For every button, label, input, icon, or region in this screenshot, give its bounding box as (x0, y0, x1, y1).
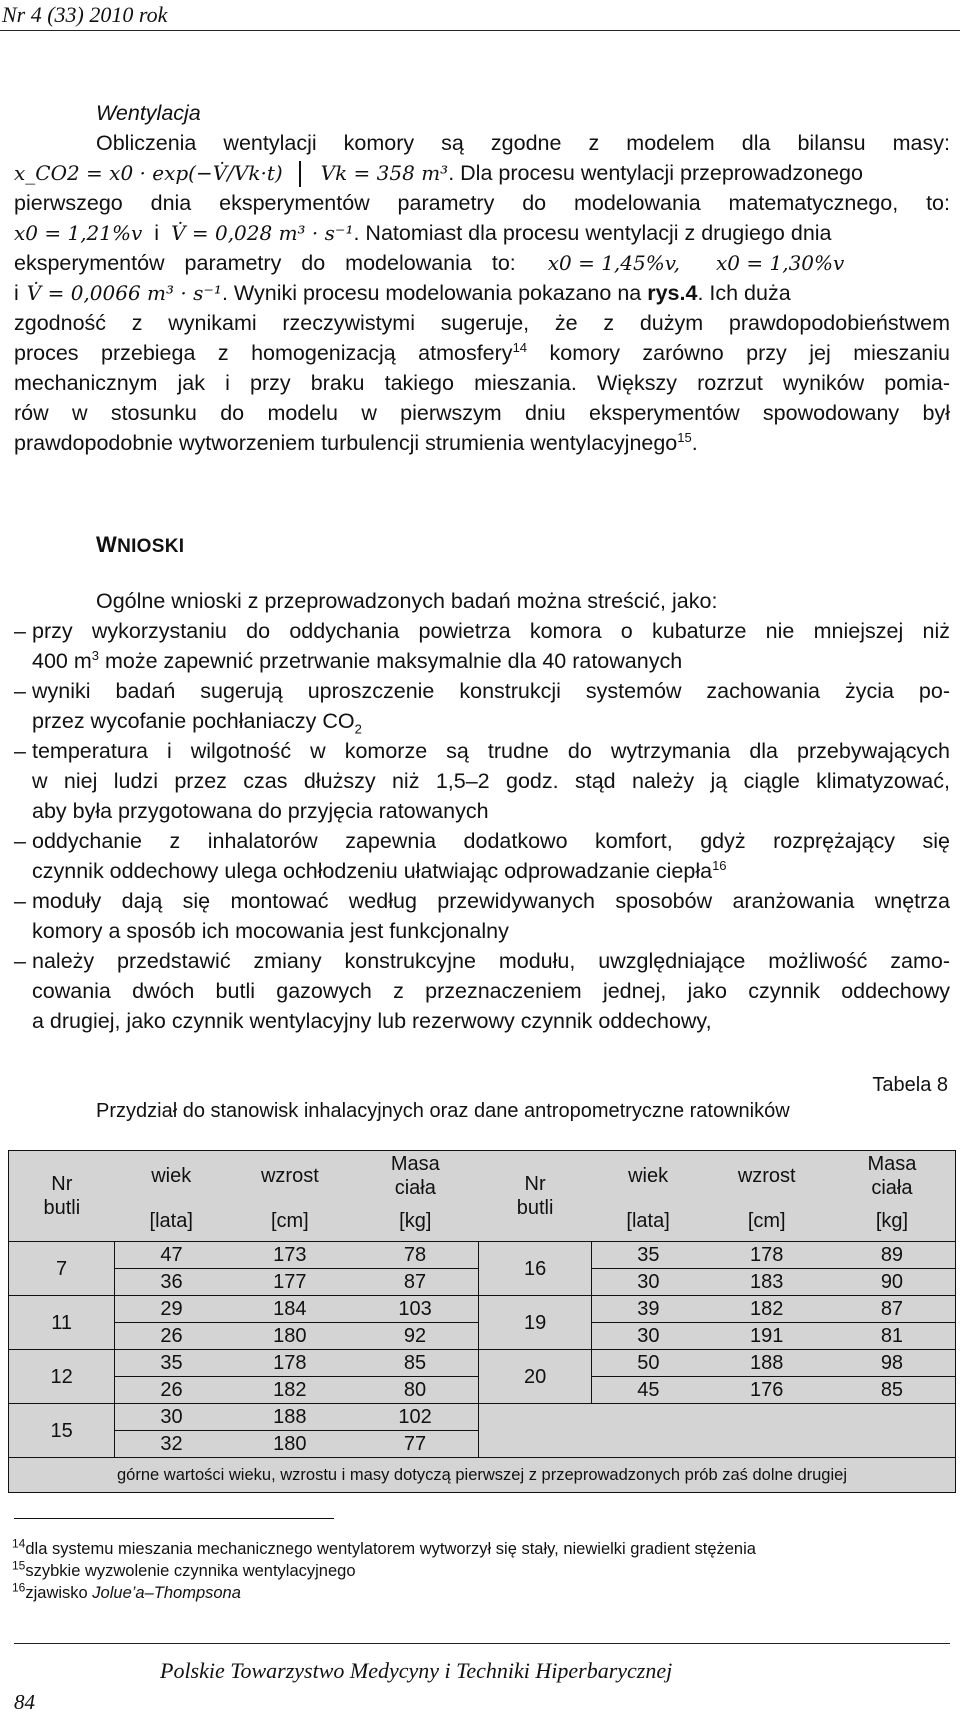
footnote (12, 1582, 241, 1604)
table-cell: 188 (750, 1352, 784, 1374)
list-item (14, 736, 950, 826)
text-run: . Natomiast dla procesu wentylacji z drugiego dnia (353, 221, 832, 245)
list-item (14, 616, 950, 676)
table-cell: 35 (592, 1242, 705, 1269)
footer-rule (14, 1643, 950, 1644)
bottle-nr: 7 (9, 1242, 115, 1296)
text-run: prawdopodobnie wytworzeniem turbulencji strumienia wentylacyjnego (14, 431, 678, 455)
table-cell: 191 (705, 1323, 829, 1350)
subscript: 2 (354, 721, 362, 737)
footnote-rule (14, 1518, 334, 1519)
conclusions-intro: Ogólne wnioski z przeprowadzonych badań można streścić, jako: (96, 589, 718, 613)
footnote-text: dla systemu mieszania mechanicznego wentylatorem wytworzył się stały, niewielki gradient stężenia (25, 1540, 756, 1558)
equation: Vk = 358 m³ (320, 161, 449, 185)
header-text: Nr (51, 1173, 73, 1195)
table-cell: 50 (637, 1352, 660, 1374)
list-item (14, 886, 950, 946)
header-text: Masa (390, 1153, 440, 1175)
list-item (14, 946, 950, 1036)
text-run: eksperymentów parametry do modelowania to: (14, 251, 516, 275)
unit-wiek: [lata] (149, 1210, 193, 1232)
table-cell: 182 (228, 1377, 352, 1404)
item-line: należy przedstawić zmiany konstrukcyjne modułu, uwzględniające możliwość zamo- (32, 949, 950, 973)
table-cell: 184 (273, 1298, 307, 1320)
dash-marker: – (14, 889, 26, 913)
header-nr (479, 1151, 592, 1242)
item-line: aby była przygotowana do przyjęcia ratowanych (32, 799, 489, 823)
unit-masa: [kg] (829, 1201, 956, 1242)
paragraph-line (14, 248, 950, 278)
item-line: komory a sposób ich mocowania jest funkcjonalny (32, 919, 509, 943)
table-cell: 182 (750, 1298, 784, 1320)
table-note: górne wartości wieku, wzrostu i masy dotyczą pierwszej z przeprowadzonych prób zaś dolne drugiej (9, 1458, 956, 1493)
item-line (32, 856, 950, 886)
table-cell: 47 (115, 1242, 228, 1269)
table-cell: 188 (228, 1404, 352, 1431)
bottle-nr: 11 (9, 1296, 115, 1350)
text-run: i (154, 221, 160, 245)
footnote-ref: 14 (512, 339, 528, 355)
superscript: 3 (91, 647, 99, 663)
text-run: . (691, 431, 698, 455)
header-text: ciała (871, 1177, 913, 1199)
text-run: przez wycofanie pochłaniaczy CO (32, 709, 355, 733)
item-line (32, 706, 950, 736)
header-text: Nr (524, 1173, 546, 1195)
bottle-nr: 16 (479, 1242, 592, 1296)
equation: x_CO2 = x0 · exp(−V̇/Vk·t) (14, 161, 283, 185)
table-cell: 87 (352, 1269, 479, 1296)
page-header (0, 0, 960, 31)
footnote-ref: 16 (712, 857, 727, 873)
table-cell: 178 (705, 1242, 829, 1269)
table-cell: 102 (352, 1404, 479, 1431)
paragraph-line (14, 158, 950, 188)
footnote-text: zjawisko (25, 1584, 93, 1602)
table-cell: 92 (352, 1323, 479, 1350)
table-cell: 26 (115, 1377, 228, 1404)
figure-reference: rys.4 (647, 281, 698, 305)
item-line: moduły dają się montować według przewidywanych sposobów aranżowania wnętrza (32, 889, 950, 913)
dash-marker: – (14, 679, 26, 703)
unit-masa: [kg] (399, 1210, 432, 1232)
table-cell: 85 (403, 1352, 427, 1374)
table-cell: 90 (829, 1269, 956, 1296)
conclusions-list (14, 586, 950, 1036)
equation: V̇ = 0,0066 m³ · s⁻¹ (26, 281, 222, 305)
footnote-ref: 15 (677, 429, 692, 445)
header-text: Masa (867, 1153, 917, 1175)
ventilation-section (14, 98, 950, 458)
bottle-nr: 15 (9, 1404, 115, 1458)
header-wzrost: wzrost (737, 1165, 796, 1187)
table-cell: 30 (115, 1404, 228, 1431)
text-run: 400 m (32, 649, 92, 673)
table-cell: 87 (829, 1296, 956, 1323)
dash-marker: – (14, 949, 26, 973)
data-table (8, 1150, 956, 1493)
table-cell: 85 (829, 1377, 956, 1404)
header-masa (352, 1151, 479, 1202)
text-run: . Ich duża (697, 281, 791, 305)
text-run: może zapewnić przetrwanie maksymalnie dla 40 ratowanych (99, 649, 683, 673)
item-line: przy wykorzystaniu do oddychania powietrza komora o kubaturze nie mniejszej niż (32, 619, 950, 643)
table-cell: 98 (829, 1350, 956, 1377)
table-cell: 176 (705, 1377, 829, 1404)
table-cell: 39 (637, 1298, 660, 1320)
footnote-number: 14 (12, 1536, 26, 1551)
dash-marker: – (14, 739, 26, 763)
footnote-number: 15 (12, 1558, 26, 1573)
item-line: temperatura i wilgotność w komorze są trudne do wytrzymania dla przebywających (32, 739, 950, 763)
paragraph-line (14, 278, 950, 308)
table-cell: 36 (115, 1269, 228, 1296)
footnote-text: szybkie wyzwolenie czynnika wentylacyjnego (25, 1562, 356, 1580)
table-cell: 26 (115, 1323, 228, 1350)
footnote-text: Jolue’a–Thompsona (92, 1584, 241, 1602)
table-cell: 80 (352, 1377, 479, 1404)
paragraph-line: zgodność z wynikami rzeczywistymi sugeruje, że z dużym prawdopodobieństwem (14, 311, 950, 335)
list-item (14, 676, 950, 736)
table-cell: 29 (160, 1298, 183, 1320)
header-text: butli (43, 1197, 81, 1219)
footnote-number: 16 (12, 1580, 26, 1595)
empty-cell (479, 1404, 956, 1458)
header-wzrost: wzrost (260, 1165, 319, 1187)
table-cell: 45 (592, 1377, 705, 1404)
header-text: ciała (394, 1177, 436, 1199)
table-cell: 30 (592, 1323, 705, 1350)
table-cell: 30 (592, 1269, 705, 1296)
conclusions-title (96, 532, 184, 558)
table-cell: 103 (398, 1298, 432, 1320)
paragraph-line: mechanicznym jak i przy braku takiego mieszania. Większy rozrzut wyników pomia- (14, 371, 950, 395)
footnote (12, 1560, 356, 1582)
table-cell: 78 (352, 1242, 479, 1269)
text-run: i (14, 281, 19, 305)
paragraph-line: Obliczenia wentylacji komory są zgodne z modelem dla bilansu masy: (96, 131, 950, 155)
bottle-nr: 19 (479, 1296, 592, 1350)
bottle-nr: 20 (479, 1350, 592, 1404)
footnote (12, 1538, 756, 1560)
bottle-nr: 12 (9, 1350, 115, 1404)
list-item (14, 826, 950, 886)
item-line: oddychanie z inhalatorów zapewnia dodatkowo komfort, gdyż rozprężający się (32, 829, 950, 853)
table-cell: 178 (273, 1352, 307, 1374)
header-text: butli (516, 1197, 554, 1219)
header-masa (829, 1151, 956, 1202)
equation: x0 = 1,21%v (14, 221, 143, 245)
equation: x0 = 1,30%v (716, 251, 845, 275)
table-cell: 89 (829, 1242, 956, 1269)
text-run: . Dla procesu wentylacji przeprowadzonego (448, 161, 863, 185)
text-run: proces przebiega z homogenizacją atmosfery (14, 341, 513, 365)
page-number: 84 (14, 1690, 35, 1714)
unit-wzrost: [cm] (270, 1210, 309, 1232)
paragraph-line: pierwszego dnia eksperymentów parametry do modelowania matematycznego, to: (14, 191, 950, 215)
table-cell: 173 (228, 1242, 352, 1269)
table-cell: 180 (228, 1431, 352, 1458)
issue-title: Nr 4 (33) 2010 rok (2, 2, 168, 27)
unit-wiek: [lata] (626, 1210, 670, 1232)
item-line: w niej ludzi przez czas dłuższy niż 1,5–2 godz. stąd należy ją ciągle klimatyzować, (32, 769, 950, 793)
table-cell: 32 (115, 1431, 228, 1458)
table-cell: 177 (228, 1269, 352, 1296)
unit-wzrost: [cm] (747, 1210, 786, 1232)
item-line: cowania dwóch butli gazowych z przeznaczeniem jednej, jako czynnik oddechowy (32, 979, 950, 1003)
paragraph-line (14, 428, 950, 458)
item-line: a drugiej, jako czynnik wentylacyjny lub rezerwowy czynnik oddechowy, (32, 1009, 712, 1033)
paragraph-line (14, 218, 950, 248)
dash-marker: – (14, 829, 26, 853)
title-rest: NIOSKI (117, 536, 185, 557)
section-title: Wentylacja (96, 101, 201, 125)
paragraph-line (14, 338, 950, 368)
title-initial: W (96, 532, 118, 557)
footer-journal: Polskie Towarzystwo Medycyny i Techniki Hiperbarycznej (160, 1658, 673, 1683)
text-run: . Wyniki procesu modelowania pokazano na (221, 281, 642, 305)
dash-marker: – (14, 619, 26, 643)
table-cell: 77 (352, 1431, 479, 1458)
text-run: czynnik oddechowy ulega ochłodzeniu ułatwiając odprowadzanie ciepła (32, 859, 713, 883)
table-cell: 81 (829, 1323, 956, 1350)
table-label: Tabela 8 (872, 1074, 948, 1096)
equation: x0 = 1,45%v, (547, 251, 681, 275)
paragraph-line: rów w stosunku do modelu w pierwszym dniu eksperymentów spowodowany był (14, 401, 950, 425)
item-line (32, 646, 950, 676)
table-cell: 183 (705, 1269, 829, 1296)
item-line: wyniki badań sugerują uproszczenie konstrukcji systemów zachowania życia po- (32, 679, 950, 703)
header-wiek: wiek (628, 1165, 669, 1187)
equation: V̇ = 0,028 m³ · s⁻¹ (171, 221, 354, 245)
table-caption: Przydział do stanowisk inhalacyjnych oraz dane antropometryczne ratowników (96, 1100, 790, 1122)
table-cell: 35 (160, 1352, 183, 1374)
text-run: komory zarówno przy jej mieszaniu (527, 341, 950, 365)
header-nr (9, 1151, 115, 1242)
header-wiek: wiek (151, 1165, 192, 1187)
table-cell: 180 (228, 1323, 352, 1350)
